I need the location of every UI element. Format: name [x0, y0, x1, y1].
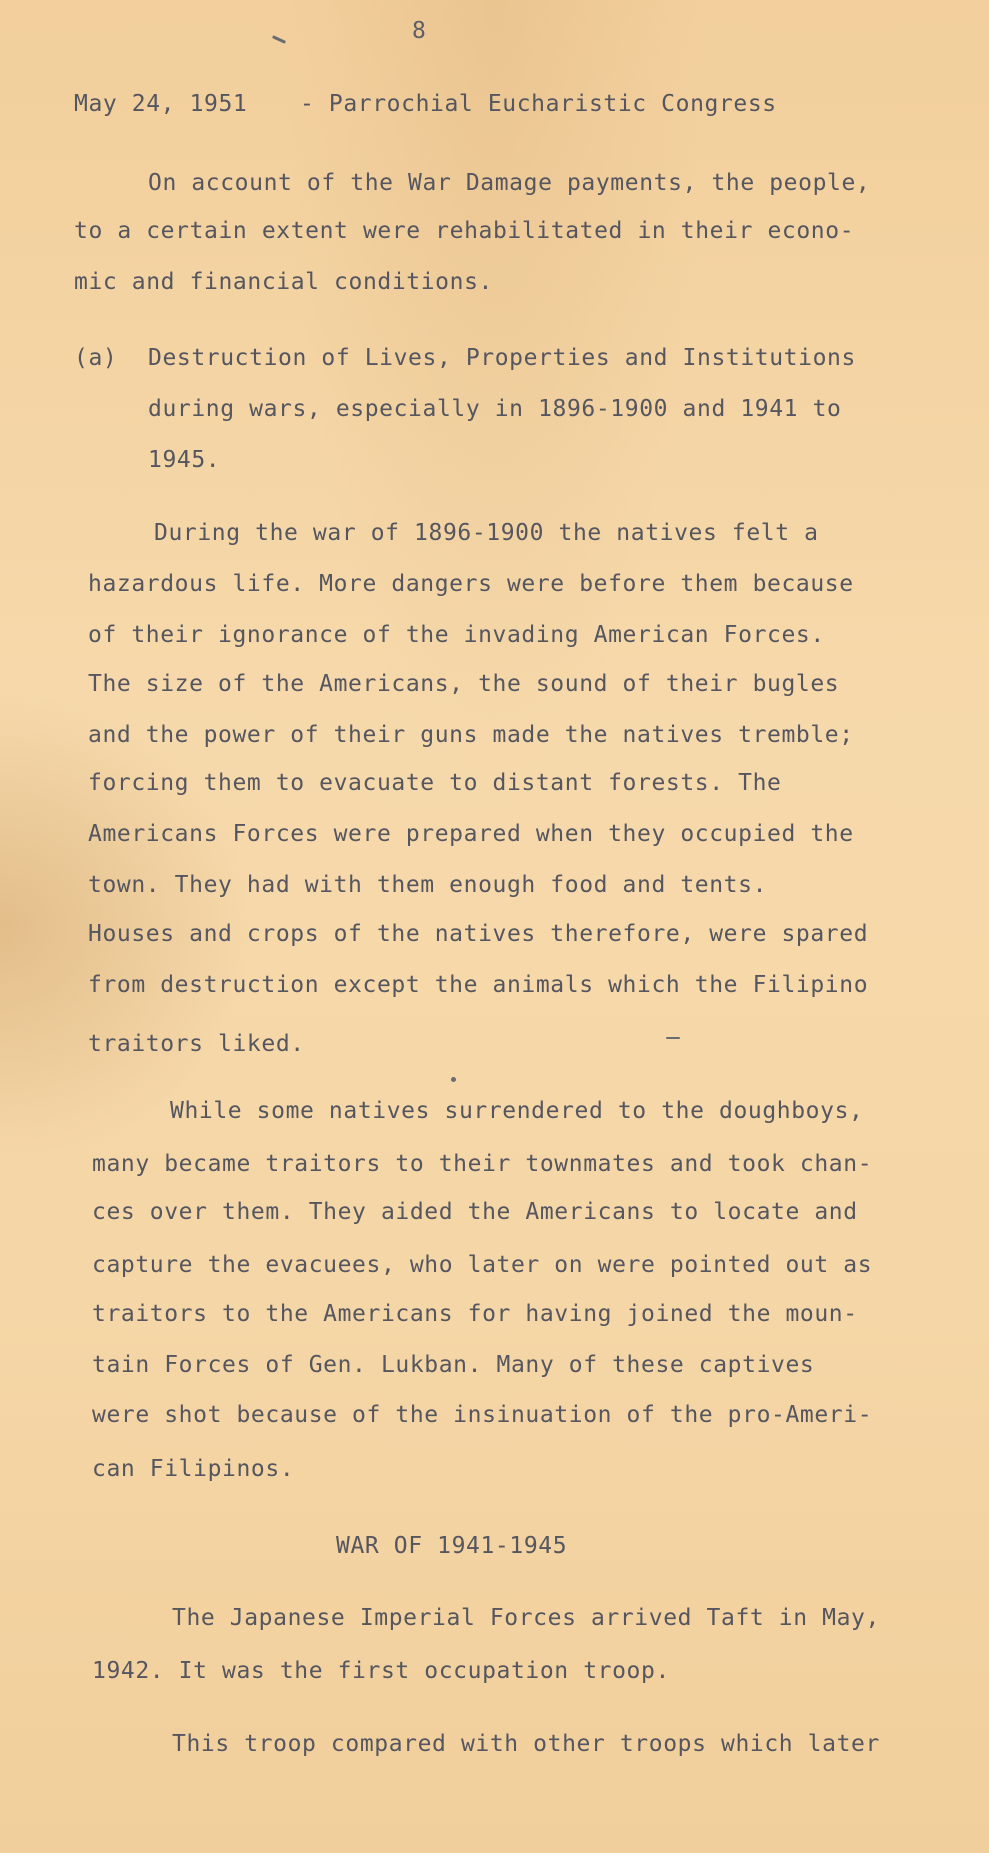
item-a-line-1: Destruction of Lives, Properties and Institutions: [148, 345, 856, 371]
item-a-line-3: 1945.: [148, 447, 221, 473]
ptraitors-line-1: While some natives surrendered to the doughboys,: [170, 1098, 864, 1124]
p1896-line-9: Houses and crops of the natives therefore, were spared: [88, 921, 869, 947]
p1896-line-11: traitors liked.: [88, 1031, 305, 1057]
stray-dot: [451, 1077, 456, 1082]
stray-mark: [272, 35, 286, 44]
page-number: 8: [412, 18, 426, 44]
ptraitors-line-6: tain Forces of Gen. Lukban. Many of these captives: [92, 1352, 815, 1378]
stray-dash: [666, 1037, 680, 1039]
p1896-line-6: forcing them to evacuate to distant forests. The: [88, 770, 782, 796]
pjapanese-line-2: 1942. It was the first occupation troop.: [92, 1658, 670, 1684]
p1896-line-8: town. They had with them enough food and tents.: [88, 872, 768, 898]
intro-line-2: to a certain extent were rehabilitated in their econo-: [74, 218, 855, 244]
ptraitors-line-2: many became traitors to their townmates and took chan-: [92, 1151, 873, 1177]
p1896-line-10: from destruction except the animals which the Filipino: [88, 972, 869, 998]
ptraitors-line-3: ces over them. They aided the Americans to locate and: [92, 1199, 858, 1225]
intro-line-1: On account of the War Damage payments, the people,: [148, 170, 871, 196]
ptraitors-line-4: capture the evacuees, who later on were pointed out as: [92, 1252, 873, 1278]
header-date: May 24, 1951: [74, 91, 248, 117]
intro-line-3: mic and financial conditions.: [74, 269, 493, 295]
p1896-line-2: hazardous life. More dangers were before them because: [88, 571, 854, 597]
ptraitors-line-8: can Filipinos.: [92, 1456, 295, 1482]
section-heading: WAR OF 1941-1945: [336, 1533, 568, 1559]
p1896-line-3: of their ignorance of the invading American Forces.: [88, 622, 825, 648]
item-a-line-2: during wars, especially in 1896-1900 and 1941 to: [148, 396, 842, 422]
p1896-line-5: and the power of their guns made the natives tremble;: [88, 722, 854, 748]
p1896-line-1: During the war of 1896-1900 the natives felt a: [154, 520, 819, 546]
header-title: - Parrochial Eucharistic Congress: [300, 91, 777, 117]
p1896-line-4: The size of the Americans, the sound of their bugles: [88, 671, 840, 697]
p1896-line-7: Americans Forces were prepared when they occupied the: [88, 821, 854, 847]
ptraitors-line-7: were shot because of the insinuation of the pro-Ameri-: [92, 1402, 873, 1428]
ptraitors-line-5: traitors to the Americans for having joined the moun-: [92, 1301, 858, 1327]
pjapanese-line-1: The Japanese Imperial Forces arrived Taft in May,: [172, 1605, 880, 1631]
plast-line-1: This troop compared with other troops which later: [172, 1731, 880, 1757]
item-a-marker: (a): [74, 345, 118, 371]
